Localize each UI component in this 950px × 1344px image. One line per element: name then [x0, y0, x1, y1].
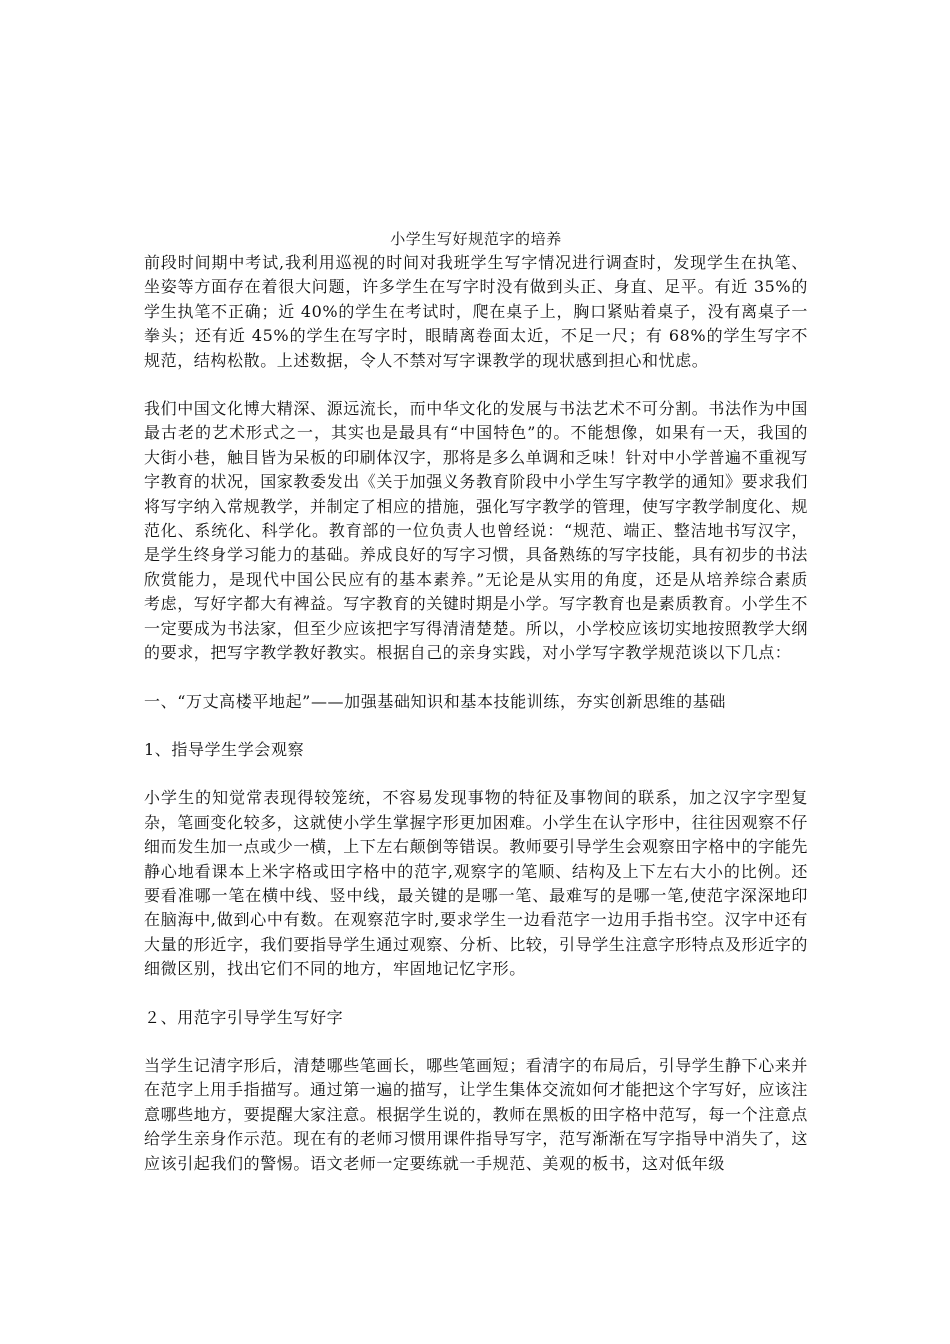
paragraph-observe: 小学生的知觉常表现得较笼统，不容易发现事物的特征及事物间的联系，加之汉字字型复杂，笔画变化较多，这就使小学生掌握字形更加困难。小学生在认字形中，往往因观察不仔细而发生加一点或少一横，上下左右颠倒等错误。教师要引导学生会观察田字格中的字能先静心地看课本上米字格或田字格中的范字,观察字的笔顺、结构及上下左右大小的比例。还要看准哪一笔在横中线、竖中线，最关键的是哪一笔、最难写的是哪一笔,使范字深深地印在脑海中,做到心中有数。在观察范字时,要求学生一边看范字一边用手指书空。汉字中还有大量的形近字，我们要指导学生通过观察、分析、比较，引导学生注意字形特点及形近字的细微区别，找出它们不同的地方，牢固地记忆字形。: [144, 788, 809, 979]
paragraph-spacer: [144, 762, 808, 786]
paragraph-spacer: [144, 982, 808, 1006]
paragraph-spacer: [144, 373, 808, 397]
subheading-observe: 1、指导学生学会观察: [144, 739, 305, 759]
paragraph-spacer: [144, 714, 808, 738]
paragraph-background: 我们中国文化博大精深、源远流长，而中华文化的发展与书法艺术不可分割。书法作为中国最古老的艺术形式之一，其实也是最具有“中国特色”的。不能想像，如果有一天，我国的大街小巷，触目皆为呆板的印刷体汉字，那将是多么单调和乏味！针对中小学普遍不重视写字教育的状况，国家教委发出《关于加强义务教育阶段中小学生写字教学的通知》要求我们将写字纳入常规教学，并制定了相应的措施，强化写字教学的管理，使写字教学制度化、规范化、系统化、科学化。教育部的一位负责人也曾经说：“规范、端正、整洁地书写汉字，是学生终身学习能力的基础。养成良好的写字习惯，具备熟练的写字技能，具有初步的书法欣赏能力，是现代中国公民应有的基本素养。”无论是从实用的角度，还是从培养综合素质考虑，写好字都大有裨益。写字教育的关键时期是小学。写字教育也是素质教育。小学生不一定要成为书法家，但至少应该把字写得清清楚楚。所以，小学校应该切实地按照教学大纲的要求，把写字教学教好教实。根据自己的亲身实践，对小学写字教学规范谈以下几点：: [144, 399, 809, 663]
document-title: 小学生写好规范字的培养: [390, 230, 562, 248]
paragraph-spacer: [144, 666, 808, 690]
section-heading-one: 一、“万丈高楼平地起”——加强基础知识和基本技能训练，夯实创新思维的基础: [144, 691, 726, 711]
document-body: [144, 227, 808, 1176]
paragraph-spacer: [144, 1030, 808, 1054]
paragraph-model-characters: 当学生记清字形后，清楚哪些笔画长，哪些笔画短；看清字的布局后，引导学生静下心来并在范字上用手指描写。通过第一遍的描写，让学生集体交流如何才能把这个字写好，应该注意哪些地方，要提醒大家注意。根据学生说的，教师在黑板的田字格中范写，每一个注意点给学生亲身作示范。现在有的老师习惯用课件指导写字，范写渐渐在写字指导中消失了，这应该引起我们的警惕。语文老师一定要练就一手规范、美观的板书，这对低年级: [144, 1055, 809, 1173]
paragraph-intro: 前段时间期中考试,我利用巡视的时间对我班学生写字情况进行调查时，发现学生在执笔、坐姿等方面存在着很大问题，许多学生在写字时没有做到头正、身直、足平。有近 35%的学生执笔不正确；近 40%的学生在考试时，爬在桌子上，胸口紧贴着桌子，没有离桌子一拳头；还有近 45%的学生在写字时，眼睛离卷面太近，不足一尺；有 68%的学生写字不规范，结构松散。上述数据，令人不禁对写字课教学的现状感到担心和忧虑。: [144, 253, 808, 370]
subheading-model-characters: ２、用范字引导学生写好字: [144, 1007, 344, 1027]
